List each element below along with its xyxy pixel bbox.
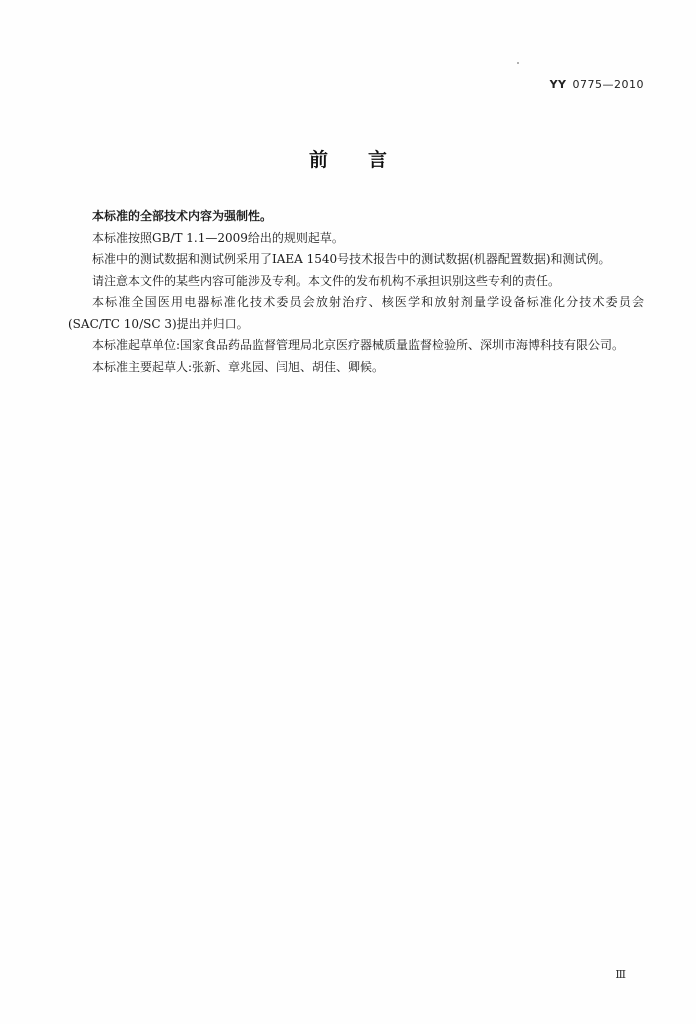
paragraph-proposer: 本标准全国医用电器标准化技术委员会放射治疗、核医学和放射剂量学设备标准化分技术委员会(SAC/TC 10/SC 3)提出并归口。 [68,295,644,331]
page-title: 前言 [308,149,427,171]
standard-code [550,78,644,91]
paragraph-test-data: 标准中的测试数据和测试例采用了IAEA 1540号技术报告中的测试数据(机器配置数据)和测试例。 [92,252,611,266]
paragraph-drafting-rules: 本标准按照GB/T 1.1—2009给出的规则起草。 [92,230,344,245]
scan-speck [517,62,519,64]
standard-code-number: 0775—2010 [572,78,644,91]
standard-code-prefix: YY [549,78,567,91]
paragraph-mandatory: 本标准的全部技术内容为强制性。 [92,209,273,223]
page-number: Ⅲ [615,968,626,981]
paragraph-drafting-units: 本标准起草单位:国家食品药品监督管理局北京医疗器械质量监督检验所、深圳市海博科技有限公司。 [92,338,625,352]
foreword-body [68,206,644,378]
paragraph-patent-notice: 请注意本文件的某些内容可能涉及专利。本文件的发布机构不承担识别这些专利的责任。 [92,273,561,288]
paragraph-drafters: 本标准主要起草人:张新、章兆园、闫旭、胡佳、卿候。 [92,359,385,374]
